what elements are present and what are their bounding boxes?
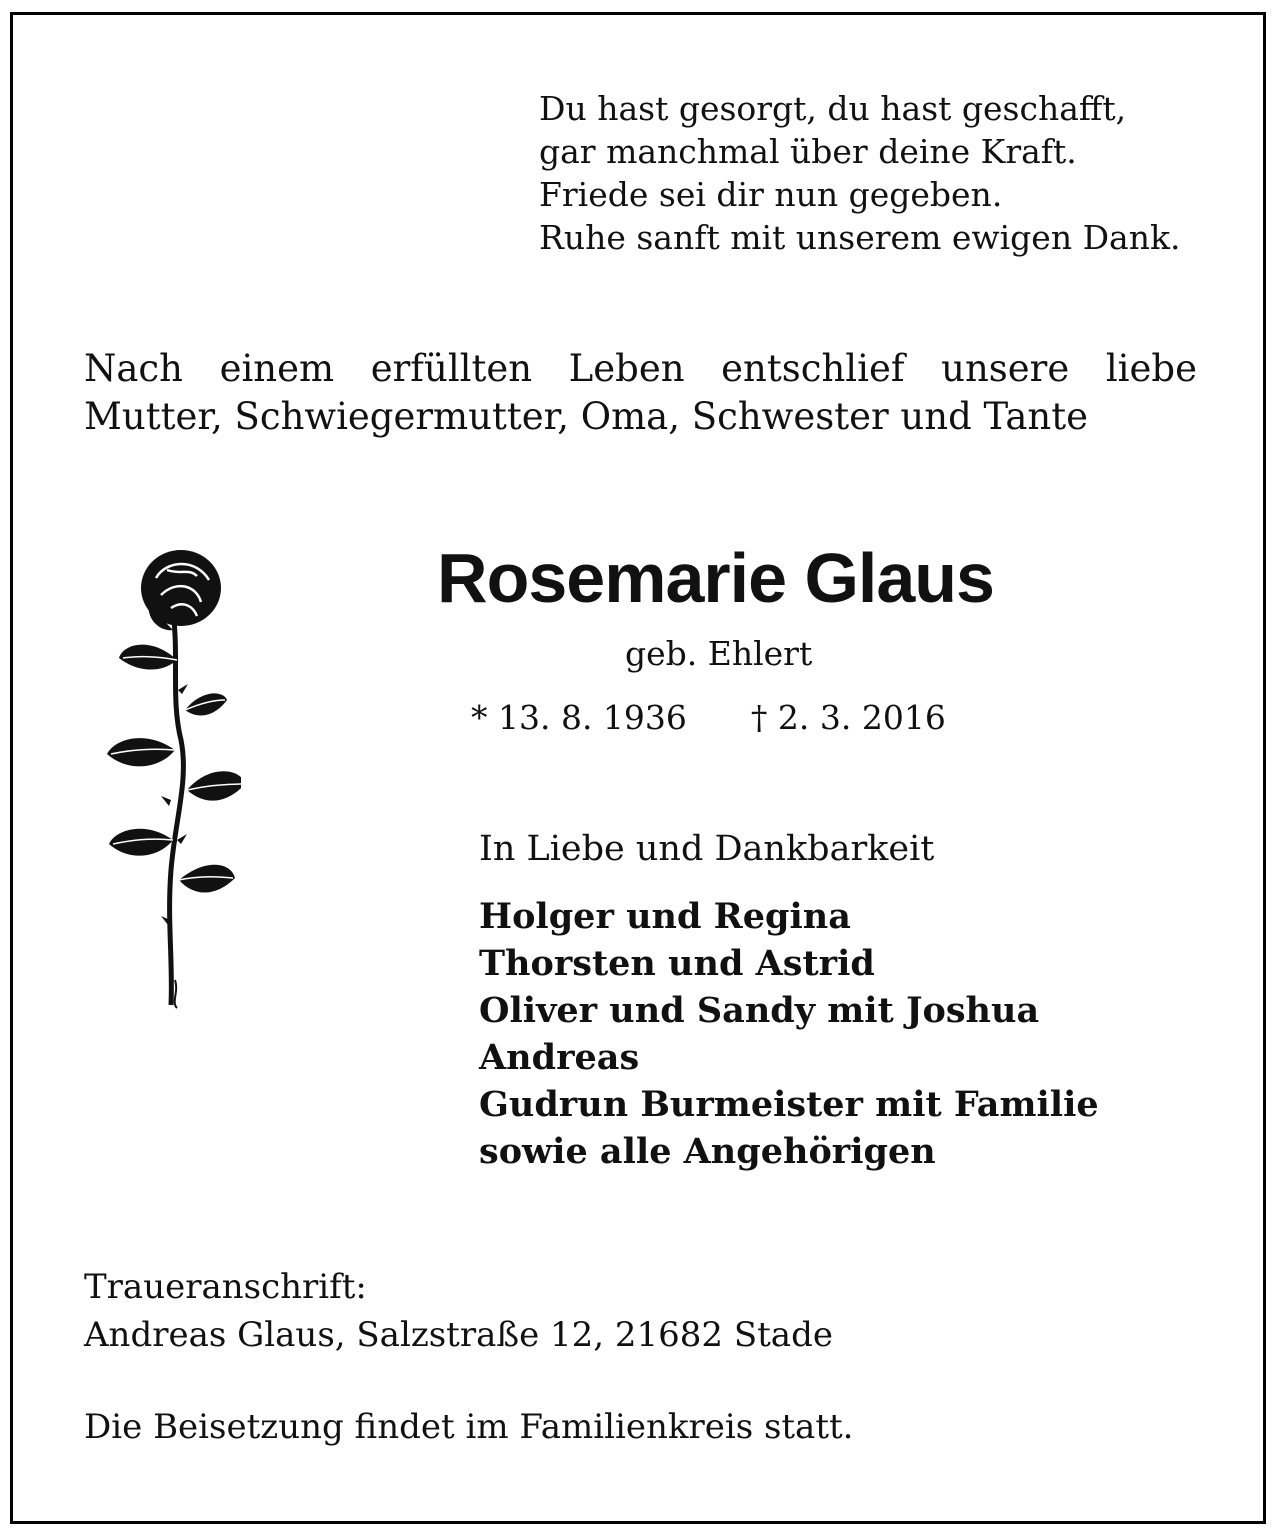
- poem-line: gar manchmal über deine Kraft.: [539, 132, 1077, 171]
- address-label: Traueranschrift:: [84, 1267, 367, 1307]
- life-dates: [471, 697, 946, 739]
- mourner: Holger und Regina: [479, 896, 851, 937]
- poem-line: Ruhe sanft mit unserem ewigen Dank.: [539, 218, 1181, 257]
- mourning-address: [84, 1263, 833, 1359]
- poem-line: Du hast gesorgt, du hast geschafft,: [539, 89, 1127, 128]
- intro-text: [84, 345, 1197, 441]
- poem-line: Friede sei dir nun gegeben.: [539, 175, 1003, 214]
- mourner: Gudrun Burmeister mit Familie: [479, 1084, 1099, 1125]
- intro-line: Mutter, Schwiegermutter, Oma, Schwester und Tante: [84, 395, 1088, 438]
- mourner: Thorsten und Astrid: [479, 943, 875, 984]
- mourner: sowie alle Angehörigen: [479, 1131, 936, 1172]
- funeral-note: Die Beisetzung findet im Familienkreis statt.: [84, 1407, 854, 1447]
- obituary-notice: [10, 12, 1266, 1524]
- birth-date: * 13. 8. 1936: [471, 698, 687, 737]
- mourner: Andreas: [479, 1037, 640, 1078]
- death-date: † 2. 3. 2016: [750, 698, 946, 737]
- deceased-name: Rosemarie Glaus: [437, 539, 994, 617]
- address-value: Andreas Glaus, Salzstraße 12, 21682 Stade: [84, 1315, 833, 1355]
- mourner: Oliver und Sandy mit Joshua: [479, 990, 1040, 1031]
- poem: [539, 87, 1180, 259]
- birth-name: geb. Ehlert: [625, 634, 813, 673]
- closing-phrase: In Liebe und Dankbarkeit: [479, 829, 935, 869]
- intro-line: Nach einem erfüllten Leben entschlief unsere liebe: [84, 347, 1197, 390]
- mourners-list: [479, 893, 1099, 1175]
